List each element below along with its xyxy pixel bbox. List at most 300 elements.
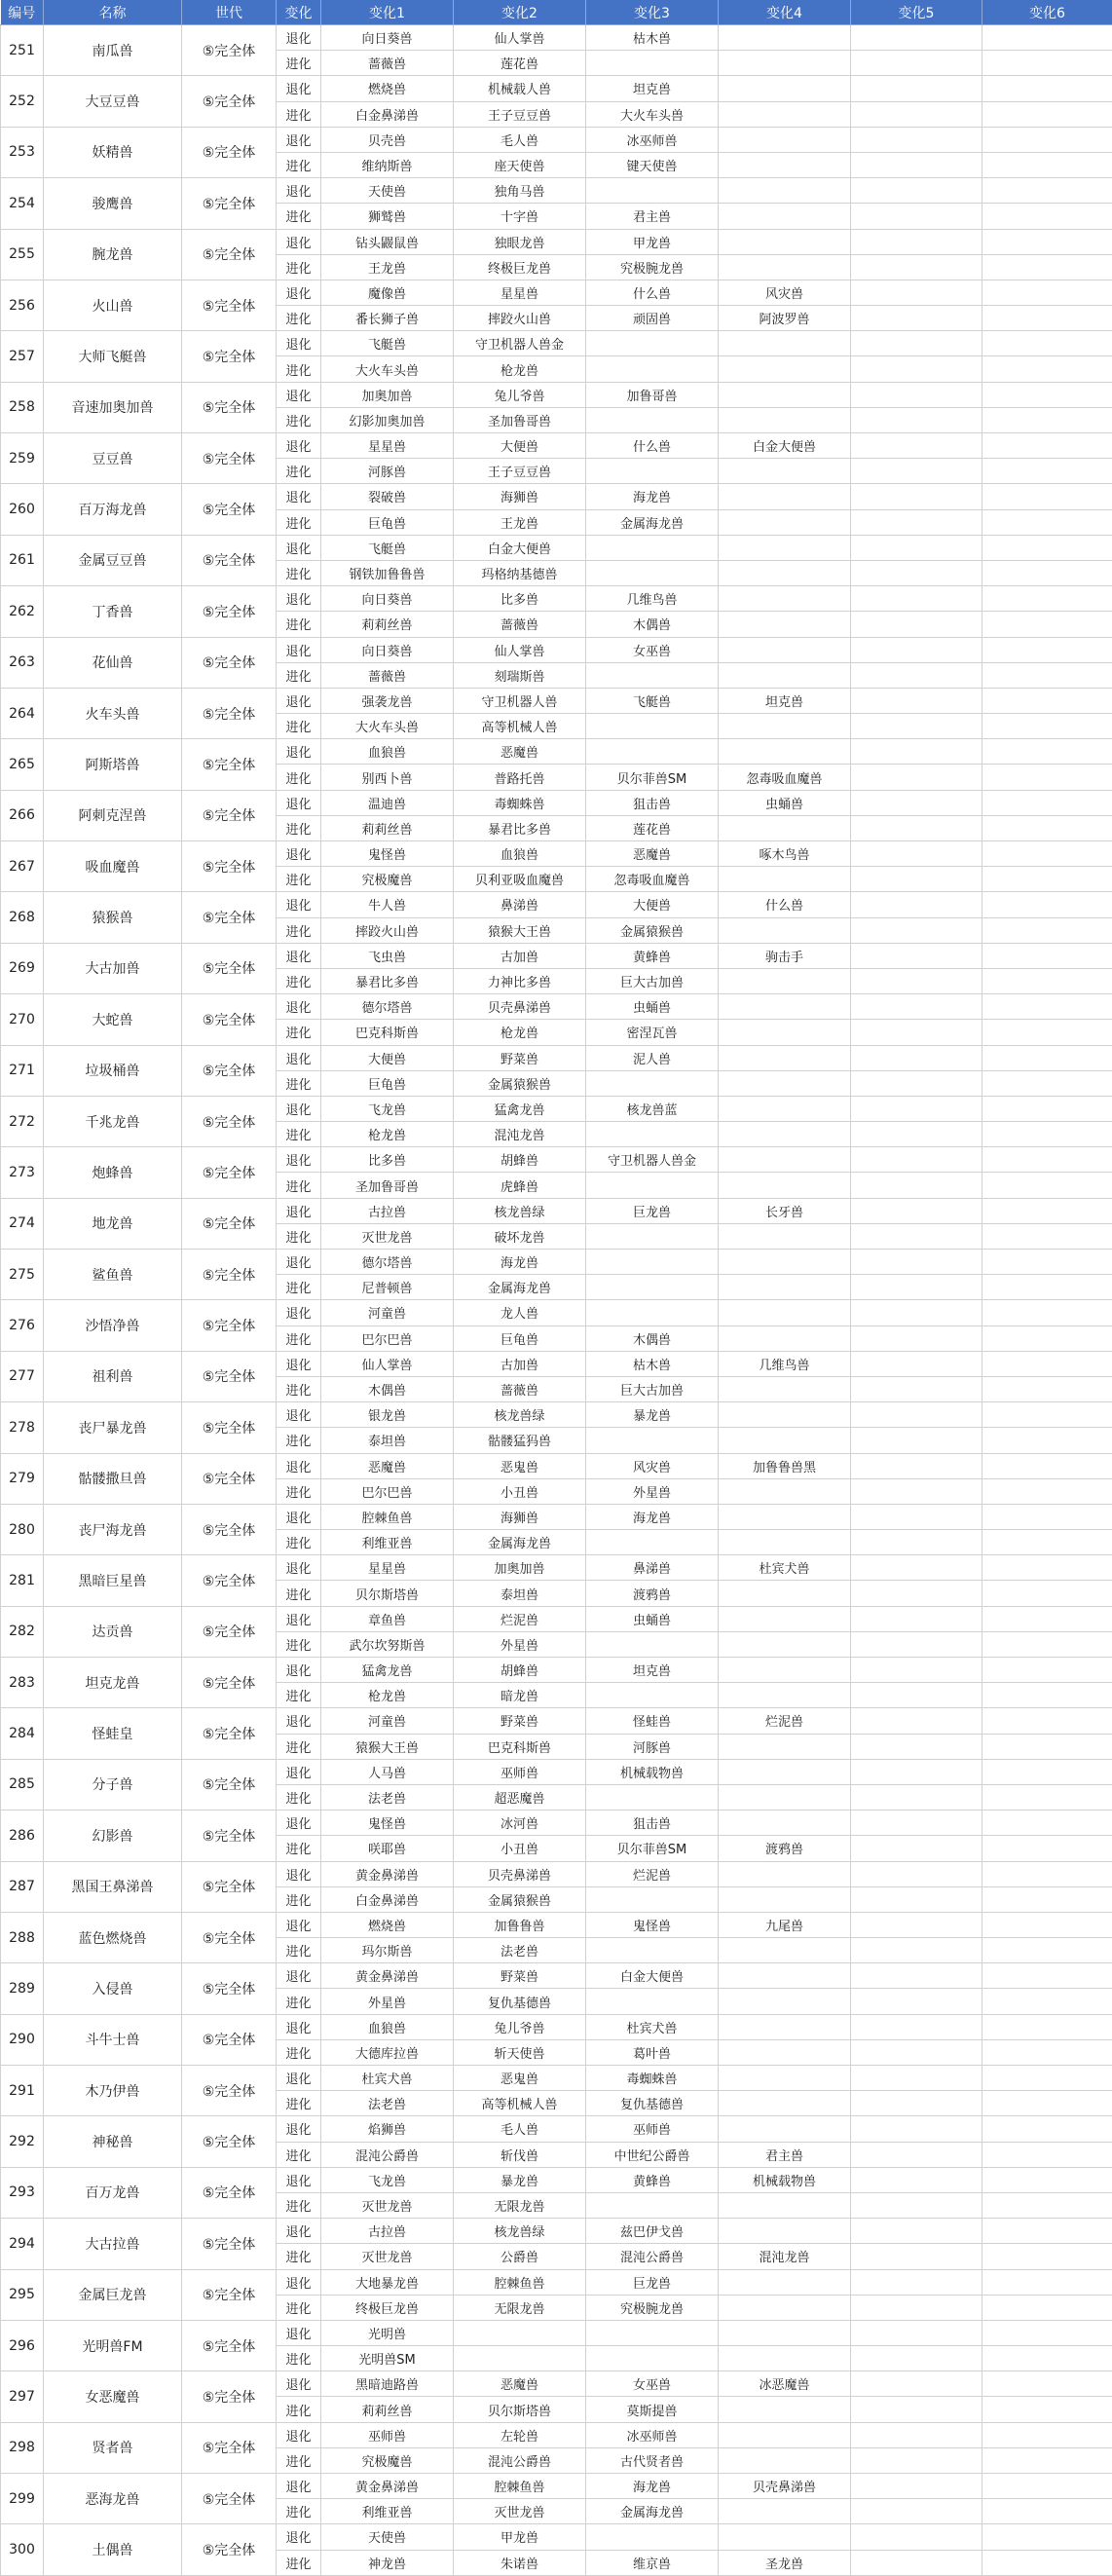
cell-evolution-5[interactable] [851,1250,982,1275]
cell-change-direction[interactable]: 进化 [277,1122,321,1147]
cell-evolution-3[interactable]: 鬼怪兽 [586,1912,719,1937]
cell-evolution-2[interactable]: 法老兽 [454,1938,586,1963]
cell-evolution-5[interactable] [851,2091,982,2116]
cell-evolution-3[interactable]: 木偶兽 [586,1325,719,1351]
cell-change-direction[interactable]: 进化 [277,152,321,177]
cell-change-direction[interactable]: 退化 [277,1351,321,1376]
cell-number[interactable]: 272 [1,1096,44,1146]
cell-change-direction[interactable]: 退化 [277,535,321,560]
cell-change-direction[interactable]: 退化 [277,382,321,407]
cell-evolution-6[interactable] [982,1325,1112,1351]
cell-evolution-2[interactable]: 大便兽 [454,433,586,459]
cell-evolution-6[interactable] [982,1250,1112,1275]
cell-evolution-1[interactable]: 银龙兽 [321,1402,454,1428]
cell-evolution-3[interactable]: 守卫机器人兽金 [586,1147,719,1173]
cell-change-direction[interactable]: 进化 [277,765,321,790]
cell-name[interactable]: 木乃伊兽 [44,2066,182,2116]
cell-evolution-1[interactable]: 光明兽 [321,2320,454,2345]
cell-evolution-2[interactable]: 恶魔兽 [454,739,586,765]
cell-evolution-5[interactable] [851,2167,982,2192]
cell-evolution-5[interactable] [851,382,982,407]
cell-change-direction[interactable]: 进化 [277,2039,321,2065]
cell-evolution-4[interactable] [719,714,851,739]
cell-evolution-5[interactable] [851,2447,982,2473]
cell-number[interactable]: 266 [1,790,44,840]
cell-evolution-3[interactable]: 莲花兽 [586,815,719,840]
cell-change-direction[interactable]: 进化 [277,1631,321,1657]
cell-evolution-5[interactable] [851,1938,982,1963]
cell-evolution-1[interactable]: 黄金鼻涕兽 [321,2474,454,2499]
cell-evolution-5[interactable] [851,943,982,968]
cell-evolution-5[interactable] [851,2550,982,2575]
cell-evolution-5[interactable] [851,484,982,509]
cell-evolution-3[interactable]: 杜宾犬兽 [586,2014,719,2039]
cell-evolution-3[interactable] [586,1428,719,1453]
cell-evolution-1[interactable]: 巴尔巴兽 [321,1325,454,1351]
cell-generation[interactable]: ⑤完全体 [182,25,277,76]
cell-evolution-4[interactable] [719,2397,851,2422]
cell-evolution-6[interactable] [982,2167,1112,2192]
cell-change-direction[interactable]: 退化 [277,2269,321,2295]
cell-name[interactable]: 达贡兽 [44,1606,182,1657]
cell-evolution-6[interactable] [982,2039,1112,2065]
cell-evolution-6[interactable] [982,1428,1112,1453]
cell-evolution-4[interactable] [719,152,851,177]
cell-evolution-2[interactable]: 巴克科斯兽 [454,1734,586,1759]
cell-evolution-3[interactable]: 君主兽 [586,204,719,229]
cell-evolution-2[interactable]: 星星兽 [454,280,586,305]
cell-number[interactable]: 254 [1,178,44,229]
cell-evolution-6[interactable] [982,204,1112,229]
cell-evolution-2[interactable]: 力神比多兽 [454,968,586,993]
cell-evolution-6[interactable] [982,2066,1112,2091]
cell-evolution-4[interactable]: 九尾兽 [719,1912,851,1937]
cell-evolution-6[interactable] [982,1963,1112,1989]
cell-evolution-5[interactable] [851,1683,982,1708]
cell-generation[interactable]: ⑤完全体 [182,229,277,280]
cell-evolution-6[interactable] [982,739,1112,765]
cell-evolution-2[interactable]: 兔儿爷兽 [454,382,586,407]
cell-evolution-1[interactable]: 天使兽 [321,2524,454,2550]
cell-evolution-3[interactable]: 巨龙兽 [586,1198,719,1223]
cell-evolution-2[interactable]: 腔棘鱼兽 [454,2474,586,2499]
cell-generation[interactable]: ⑤完全体 [182,1198,277,1249]
cell-evolution-2[interactable]: 莲花兽 [454,51,586,76]
cell-change-direction[interactable]: 退化 [277,484,321,509]
cell-evolution-3[interactable]: 古代贤者兽 [586,2447,719,2473]
cell-number[interactable]: 292 [1,2116,44,2167]
cell-evolution-5[interactable] [851,612,982,637]
cell-evolution-4[interactable] [719,2295,851,2320]
cell-evolution-1[interactable]: 莉莉丝兽 [321,612,454,637]
cell-evolution-4[interactable] [719,1478,851,1504]
cell-evolution-5[interactable] [851,2499,982,2524]
cell-name[interactable]: 骏鹰兽 [44,178,182,229]
cell-evolution-2[interactable]: 核龙兽绿 [454,2219,586,2244]
cell-evolution-3[interactable] [586,1173,719,1198]
cell-number[interactable]: 270 [1,994,44,1045]
cell-evolution-5[interactable] [851,739,982,765]
cell-evolution-4[interactable] [719,1376,851,1401]
cell-evolution-6[interactable] [982,917,1112,943]
cell-evolution-5[interactable] [851,1759,982,1784]
cell-evolution-4[interactable] [719,2219,851,2244]
cell-name[interactable]: 鲨鱼兽 [44,1250,182,1300]
cell-number[interactable]: 295 [1,2269,44,2320]
cell-evolution-4[interactable]: 贝壳鼻涕兽 [719,2474,851,2499]
cell-evolution-5[interactable] [851,2422,982,2447]
cell-number[interactable]: 291 [1,2066,44,2116]
cell-evolution-4[interactable]: 混沌龙兽 [719,2244,851,2269]
cell-change-direction[interactable]: 退化 [277,688,321,713]
cell-evolution-4[interactable] [719,25,851,51]
cell-evolution-1[interactable]: 德尔塔兽 [321,1250,454,1275]
header-change-2[interactable]: 变化2 [454,0,586,25]
cell-evolution-3[interactable]: 贝尔菲兽SM [586,765,719,790]
cell-evolution-5[interactable] [851,1504,982,1529]
cell-evolution-2[interactable]: 蔷薇兽 [454,1376,586,1401]
cell-name[interactable]: 大蛇兽 [44,994,182,1045]
cell-generation[interactable]: ⑤完全体 [182,1147,277,1198]
cell-evolution-5[interactable] [851,2295,982,2320]
cell-change-direction[interactable]: 进化 [277,306,321,331]
cell-evolution-3[interactable]: 巨龙兽 [586,2269,719,2295]
cell-name[interactable]: 贤者兽 [44,2422,182,2473]
cell-evolution-1[interactable]: 利维亚兽 [321,2499,454,2524]
cell-generation[interactable]: ⑤完全体 [182,484,277,535]
cell-change-direction[interactable]: 进化 [277,1989,321,2014]
cell-evolution-5[interactable] [851,25,982,51]
cell-evolution-5[interactable] [851,560,982,585]
cell-evolution-1[interactable]: 贝尔斯塔兽 [321,1581,454,1606]
cell-evolution-1[interactable]: 飞艇兽 [321,331,454,356]
cell-evolution-3[interactable] [586,662,719,688]
cell-evolution-6[interactable] [982,127,1112,152]
cell-evolution-2[interactable]: 巫师兽 [454,1759,586,1784]
cell-evolution-4[interactable] [719,535,851,560]
cell-change-direction[interactable]: 退化 [277,1045,321,1070]
cell-change-direction[interactable]: 进化 [277,867,321,892]
cell-generation[interactable]: ⑤完全体 [182,2422,277,2473]
cell-name[interactable]: 斗牛士兽 [44,2014,182,2065]
cell-evolution-3[interactable] [586,560,719,585]
cell-evolution-6[interactable] [982,994,1112,1020]
cell-evolution-6[interactable] [982,2192,1112,2218]
cell-name[interactable]: 土偶兽 [44,2524,182,2575]
cell-evolution-5[interactable] [851,968,982,993]
cell-evolution-5[interactable] [851,2371,982,2397]
cell-evolution-3[interactable]: 怪蛙兽 [586,1708,719,1734]
cell-evolution-3[interactable]: 核龙兽蓝 [586,1096,719,1121]
cell-generation[interactable]: ⑤完全体 [182,2066,277,2116]
cell-evolution-4[interactable] [719,586,851,612]
cell-change-direction[interactable]: 退化 [277,2167,321,2192]
cell-change-direction[interactable]: 退化 [277,1147,321,1173]
cell-change-direction[interactable]: 退化 [277,1708,321,1734]
cell-evolution-5[interactable] [851,1147,982,1173]
cell-name[interactable]: 大古拉兽 [44,2219,182,2269]
cell-evolution-5[interactable] [851,1045,982,1070]
cell-evolution-6[interactable] [982,2320,1112,2345]
cell-name[interactable]: 大师飞艇兽 [44,331,182,382]
cell-evolution-2[interactable]: 加鲁鲁兽 [454,1912,586,1937]
cell-evolution-6[interactable] [982,1734,1112,1759]
cell-evolution-5[interactable] [851,1912,982,1937]
cell-evolution-6[interactable] [982,229,1112,254]
cell-evolution-1[interactable]: 强袭龙兽 [321,688,454,713]
cell-evolution-5[interactable] [851,178,982,204]
cell-evolution-1[interactable]: 贝壳兽 [321,127,454,152]
cell-evolution-5[interactable] [851,2039,982,2065]
cell-evolution-6[interactable] [982,306,1112,331]
cell-generation[interactable]: ⑤完全体 [182,1708,277,1759]
cell-evolution-2[interactable]: 毛人兽 [454,127,586,152]
cell-evolution-4[interactable] [719,1173,851,1198]
cell-generation[interactable]: ⑤完全体 [182,1606,277,1657]
cell-change-direction[interactable]: 进化 [277,1478,321,1504]
cell-evolution-6[interactable] [982,867,1112,892]
cell-name[interactable]: 恶海龙兽 [44,2474,182,2524]
cell-change-direction[interactable]: 进化 [277,1734,321,1759]
cell-change-direction[interactable]: 退化 [277,1912,321,1937]
cell-change-direction[interactable]: 退化 [277,2422,321,2447]
cell-evolution-6[interactable] [982,2346,1112,2371]
cell-generation[interactable]: ⑤完全体 [182,1300,277,1351]
cell-evolution-4[interactable] [719,1861,851,1886]
cell-change-direction[interactable]: 进化 [277,2295,321,2320]
cell-evolution-1[interactable]: 泰坦兽 [321,1428,454,1453]
cell-evolution-3[interactable] [586,178,719,204]
cell-change-direction[interactable]: 进化 [277,407,321,432]
cell-number[interactable]: 275 [1,1250,44,1300]
cell-evolution-2[interactable]: 贝壳鼻涕兽 [454,1861,586,1886]
cell-generation[interactable]: ⑤完全体 [182,1912,277,1962]
cell-evolution-2[interactable]: 恶魔兽 [454,2371,586,2397]
cell-evolution-2[interactable]: 金属猿猴兽 [454,1070,586,1096]
cell-evolution-6[interactable] [982,1938,1112,1963]
cell-evolution-6[interactable] [982,612,1112,637]
cell-number[interactable]: 294 [1,2219,44,2269]
cell-evolution-5[interactable] [851,407,982,432]
cell-change-direction[interactable]: 进化 [277,2397,321,2422]
cell-evolution-6[interactable] [982,1811,1112,1836]
cell-change-direction[interactable]: 进化 [277,509,321,535]
cell-evolution-6[interactable] [982,1275,1112,1300]
cell-generation[interactable]: ⑤完全体 [182,739,277,790]
cell-evolution-6[interactable] [982,1631,1112,1657]
cell-evolution-5[interactable] [851,204,982,229]
cell-evolution-5[interactable] [851,1811,982,1836]
cell-evolution-1[interactable]: 大地暴龙兽 [321,2269,454,2295]
cell-evolution-2[interactable]: 贝利亚吸血魔兽 [454,867,586,892]
cell-evolution-4[interactable] [719,1581,851,1606]
cell-evolution-5[interactable] [851,1989,982,2014]
cell-evolution-5[interactable] [851,254,982,280]
cell-evolution-5[interactable] [851,2142,982,2167]
cell-evolution-6[interactable] [982,1683,1112,1708]
cell-evolution-6[interactable] [982,76,1112,101]
cell-evolution-1[interactable]: 咲耶兽 [321,1836,454,1861]
cell-evolution-6[interactable] [982,1300,1112,1325]
cell-evolution-2[interactable]: 蔷薇兽 [454,612,586,637]
cell-evolution-6[interactable] [982,1453,1112,1478]
cell-evolution-2[interactable]: 野菜兽 [454,1708,586,1734]
cell-evolution-2[interactable]: 斩伐兽 [454,2142,586,2167]
cell-evolution-3[interactable]: 风灾兽 [586,1453,719,1478]
cell-evolution-4[interactable] [719,509,851,535]
cell-evolution-6[interactable] [982,1020,1112,1045]
cell-number[interactable]: 252 [1,76,44,127]
cell-evolution-1[interactable]: 猛禽龙兽 [321,1658,454,1683]
cell-evolution-6[interactable] [982,815,1112,840]
cell-generation[interactable]: ⑤完全体 [182,280,277,330]
cell-evolution-3[interactable]: 毒蜘蛛兽 [586,2066,719,2091]
cell-evolution-5[interactable] [851,917,982,943]
cell-generation[interactable]: ⑤完全体 [182,1811,277,1861]
cell-evolution-5[interactable] [851,1530,982,1555]
cell-generation[interactable]: ⑤完全体 [182,841,277,892]
cell-name[interactable]: 阿刺克涅兽 [44,790,182,840]
cell-evolution-5[interactable] [851,1020,982,1045]
cell-evolution-6[interactable] [982,2091,1112,2116]
cell-evolution-1[interactable]: 蔷薇兽 [321,662,454,688]
cell-evolution-2[interactable]: 核龙兽绿 [454,1402,586,1428]
cell-evolution-3[interactable] [586,2346,719,2371]
cell-evolution-1[interactable]: 法老兽 [321,2091,454,2116]
cell-evolution-3[interactable]: 狙击兽 [586,790,719,815]
cell-evolution-6[interactable] [982,688,1112,713]
cell-evolution-1[interactable]: 飞龙兽 [321,2167,454,2192]
cell-evolution-2[interactable]: 枪龙兽 [454,1020,586,1045]
cell-evolution-1[interactable]: 巴尔巴兽 [321,1478,454,1504]
cell-number[interactable]: 277 [1,1351,44,1401]
cell-evolution-1[interactable]: 枪龙兽 [321,1683,454,1708]
cell-evolution-2[interactable]: 高等机械人兽 [454,714,586,739]
cell-number[interactable]: 257 [1,331,44,382]
cell-evolution-5[interactable] [851,1173,982,1198]
cell-evolution-1[interactable]: 别西卜兽 [321,765,454,790]
cell-evolution-5[interactable] [851,229,982,254]
cell-change-direction[interactable]: 退化 [277,739,321,765]
cell-evolution-5[interactable] [851,1886,982,1912]
cell-generation[interactable]: ⑤完全体 [182,1504,277,1554]
cell-evolution-1[interactable]: 枪龙兽 [321,1122,454,1147]
cell-evolution-2[interactable]: 玛格纳基德兽 [454,560,586,585]
cell-evolution-4[interactable] [719,1658,851,1683]
cell-evolution-2[interactable]: 白金大便兽 [454,535,586,560]
cell-evolution-3[interactable]: 大火车头兽 [586,101,719,127]
cell-evolution-2[interactable]: 暗龙兽 [454,1683,586,1708]
cell-evolution-6[interactable] [982,765,1112,790]
cell-evolution-2[interactable]: 外星兽 [454,1631,586,1657]
cell-name[interactable]: 怪蛙皇 [44,1708,182,1759]
cell-generation[interactable]: ⑤完全体 [182,331,277,382]
cell-evolution-6[interactable] [982,484,1112,509]
cell-name[interactable]: 妖精兽 [44,127,182,177]
cell-evolution-3[interactable]: 冰巫师兽 [586,2422,719,2447]
cell-name[interactable]: 大豆豆兽 [44,76,182,127]
cell-evolution-5[interactable] [851,662,982,688]
cell-change-direction[interactable]: 进化 [277,204,321,229]
cell-evolution-3[interactable]: 顽固兽 [586,306,719,331]
cell-evolution-2[interactable]: 核龙兽绿 [454,1198,586,1223]
cell-number[interactable]: 253 [1,127,44,177]
cell-change-direction[interactable]: 进化 [277,1836,321,1861]
cell-generation[interactable]: ⑤完全体 [182,892,277,943]
cell-evolution-1[interactable]: 血狼兽 [321,739,454,765]
cell-evolution-2[interactable]: 独角马兽 [454,178,586,204]
cell-evolution-3[interactable]: 白金大便兽 [586,1963,719,1989]
cell-evolution-3[interactable]: 河豚兽 [586,1734,719,1759]
cell-evolution-3[interactable]: 冰巫师兽 [586,127,719,152]
cell-evolution-5[interactable] [851,765,982,790]
cell-evolution-6[interactable] [982,2422,1112,2447]
cell-number[interactable]: 276 [1,1300,44,1351]
cell-evolution-3[interactable]: 海龙兽 [586,484,719,509]
cell-evolution-4[interactable] [719,382,851,407]
cell-evolution-4[interactable] [719,1250,851,1275]
cell-evolution-3[interactable]: 中世纪公爵兽 [586,2142,719,2167]
cell-evolution-2[interactable]: 金属海龙兽 [454,1530,586,1555]
cell-evolution-4[interactable] [719,1504,851,1529]
cell-change-direction[interactable]: 退化 [277,1811,321,1836]
cell-generation[interactable]: ⑤完全体 [182,1759,277,1810]
cell-evolution-3[interactable]: 金属海龙兽 [586,2499,719,2524]
cell-number[interactable]: 285 [1,1759,44,1810]
cell-evolution-1[interactable]: 终极巨龙兽 [321,2295,454,2320]
cell-evolution-4[interactable] [719,1631,851,1657]
cell-name[interactable]: 坦克龙兽 [44,1658,182,1708]
cell-change-direction[interactable]: 进化 [277,1428,321,1453]
cell-generation[interactable]: ⑤完全体 [182,1963,277,2014]
cell-evolution-5[interactable] [851,2524,982,2550]
cell-evolution-1[interactable]: 玛尔斯兽 [321,1938,454,1963]
cell-evolution-5[interactable] [851,2397,982,2422]
cell-name[interactable]: 腕龙兽 [44,229,182,280]
cell-evolution-3[interactable] [586,1530,719,1555]
cell-evolution-6[interactable] [982,1478,1112,1504]
cell-name[interactable]: 猿猴兽 [44,892,182,943]
cell-evolution-4[interactable]: 君主兽 [719,2142,851,2167]
cell-evolution-4[interactable] [719,1122,851,1147]
cell-evolution-3[interactable] [586,535,719,560]
cell-evolution-3[interactable]: 忽毒吸血魔兽 [586,867,719,892]
cell-evolution-6[interactable] [982,1530,1112,1555]
cell-evolution-3[interactable]: 木偶兽 [586,612,719,637]
cell-evolution-3[interactable] [586,407,719,432]
cell-evolution-6[interactable] [982,1351,1112,1376]
cell-evolution-4[interactable]: 圣龙兽 [719,2550,851,2575]
cell-evolution-1[interactable]: 古拉兽 [321,1198,454,1223]
cell-generation[interactable]: ⑤完全体 [182,76,277,127]
cell-name[interactable]: 金属巨龙兽 [44,2269,182,2320]
cell-generation[interactable]: ⑤完全体 [182,2474,277,2524]
cell-evolution-4[interactable]: 杜宾犬兽 [719,1555,851,1581]
cell-evolution-1[interactable]: 巨龟兽 [321,509,454,535]
cell-evolution-5[interactable] [851,1351,982,1376]
cell-evolution-1[interactable]: 外星兽 [321,1989,454,2014]
cell-evolution-2[interactable]: 王龙兽 [454,509,586,535]
cell-evolution-4[interactable] [719,2422,851,2447]
cell-number[interactable]: 273 [1,1147,44,1198]
header-name[interactable]: 名称 [44,0,182,25]
cell-evolution-3[interactable]: 巨大古加兽 [586,1376,719,1401]
cell-evolution-6[interactable] [982,2499,1112,2524]
cell-evolution-4[interactable] [719,612,851,637]
cell-evolution-3[interactable]: 金属海龙兽 [586,509,719,535]
cell-evolution-5[interactable] [851,2219,982,2244]
cell-change-direction[interactable]: 退化 [277,1658,321,1683]
